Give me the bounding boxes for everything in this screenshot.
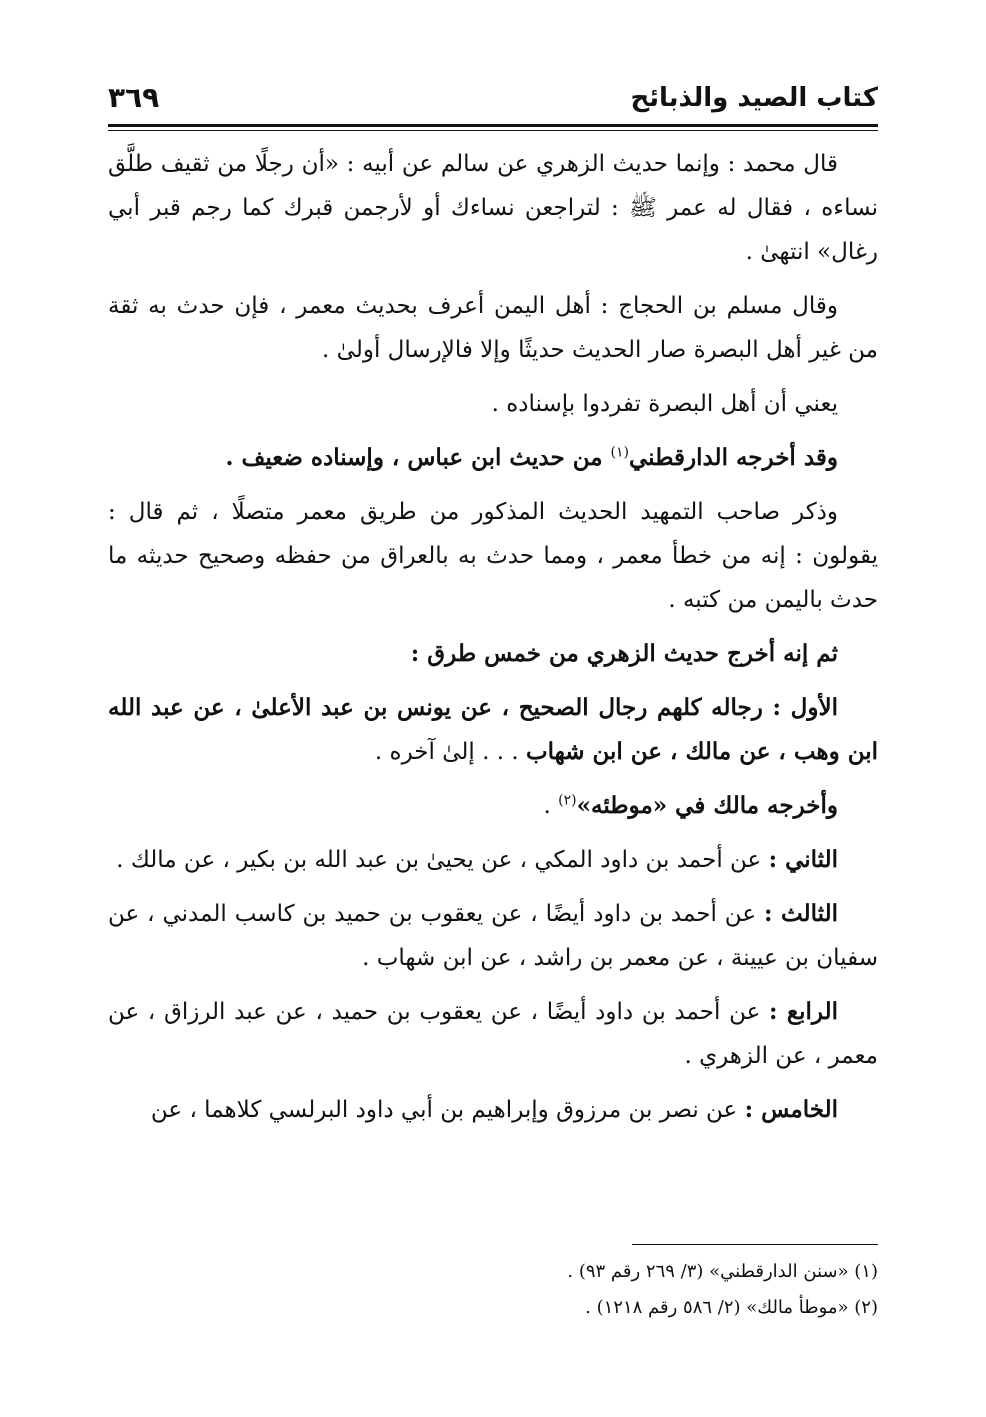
running-header [108, 78, 878, 122]
paragraph-9-rest: عن أحمد بن داود المكي ، عن يحيىٰ بن عبد الله بن بكير ، عن مالك . [116, 847, 769, 873]
footnotes [108, 1254, 878, 1326]
paragraph-3: يعني أن أهل البصرة تفردوا بإسناده . [491, 391, 838, 417]
header-rule-thick [108, 124, 878, 127]
paragraph-12 [108, 1088, 878, 1132]
paragraph-11-lead: الرابع : [769, 998, 838, 1025]
paragraph-7-rest: . . . إلىٰ آخره . [374, 739, 526, 765]
paragraph-8-rest: . [543, 793, 559, 819]
paragraph-12-lead: الخامس : [744, 1096, 838, 1123]
paragraph-6: ثم إنه أخرج حديث الزهري من خمس طرق : [410, 640, 838, 667]
paragraph-7 [108, 686, 878, 774]
paragraph-12-rest: عن نصر بن مرزوق وإبراهيم بن أبي داود البرلسي كلاهما ، عن [150, 1097, 745, 1123]
paragraph-8 [108, 784, 878, 828]
paragraph-4-bold-a: وقد أخرجه الدارقطني [629, 444, 838, 471]
chapter-title: كتاب الصيد والذبائح [630, 83, 878, 113]
paragraph-7-bold: الأول : رجاله كلهم رجال الصحيح ، عن يونس بن عبد الأعلىٰ ، عن عبد الله ابن وهب ، عن مالك ، عن ابن شهاب [108, 694, 878, 765]
paragraph-10-lead: الثالث : [763, 900, 838, 927]
paragraph-1: قال محمد : وإنما حديث الزهري عن سالم عن أبيه : «أن رجلًا من ثقيف طلَّق نساءه ، فقال له عمر ﷺ : لتراجعن نساءك أو لأرجمن قبرك كما رجم قبر أبي رغال» انتهىٰ . [108, 151, 878, 265]
paragraph-11 [108, 990, 878, 1078]
footnote-1: (١) «سنن الدارقطني» (٣/ ٢٦٩ رقم ٩٣) . [567, 1261, 878, 1282]
paragraph-8-bold: وأخرجه مالك في «موطئه» [576, 792, 838, 819]
footnote-separator [632, 1244, 878, 1245]
main-text [108, 142, 878, 1142]
paragraph-9 [108, 838, 878, 882]
paragraph-9-lead: الثاني : [768, 846, 838, 873]
paragraph-10 [108, 892, 878, 980]
paragraph-4-bold-b: من حديث ابن عباس ، وإسناده ضعيف . [225, 444, 611, 471]
paragraph-11-rest: عن أحمد بن داود أيضًا ، عن يعقوب بن حميد ، عن عبد الرزاق ، عن معمر ، عن الزهري . [108, 999, 878, 1069]
paragraph-2: وقال مسلم بن الحجاج : أهل اليمن أعرف بحديث معمر ، فإن حدث به ثقة من غير أهل البصرة صار الحديث حديثًا وإلا فالإرسال أولىٰ . [108, 293, 878, 363]
paragraph-10-rest: عن أحمد بن داود أيضًا ، عن يعقوب بن حميد بن كاسب المدني ، عن سفيان بن عيينة ، عن معمر بن راشد ، عن ابن شهاب . [108, 901, 878, 971]
footnote-ref-2: (٢) [558, 792, 577, 809]
header-rule-thin [108, 130, 878, 131]
footnote-2: (٢) «موطأ مالك» (٢/ ٥٨٦ رقم ١٢١٨) . [585, 1297, 878, 1318]
paragraph-5: وذكر صاحب التمهيد الحديث المذكور من طريق معمر متصلًا ، ثم قال : يقولون : إنه من خطأ معمر ، ومما حدث به بالعراق من حفظه وصحيح حديثه ما حدث باليمن من كتبه . [108, 499, 878, 613]
paragraph-4 [108, 436, 878, 480]
page-number: ٣٦٩ [108, 81, 160, 114]
footnote-ref-1: (١) [610, 444, 630, 461]
